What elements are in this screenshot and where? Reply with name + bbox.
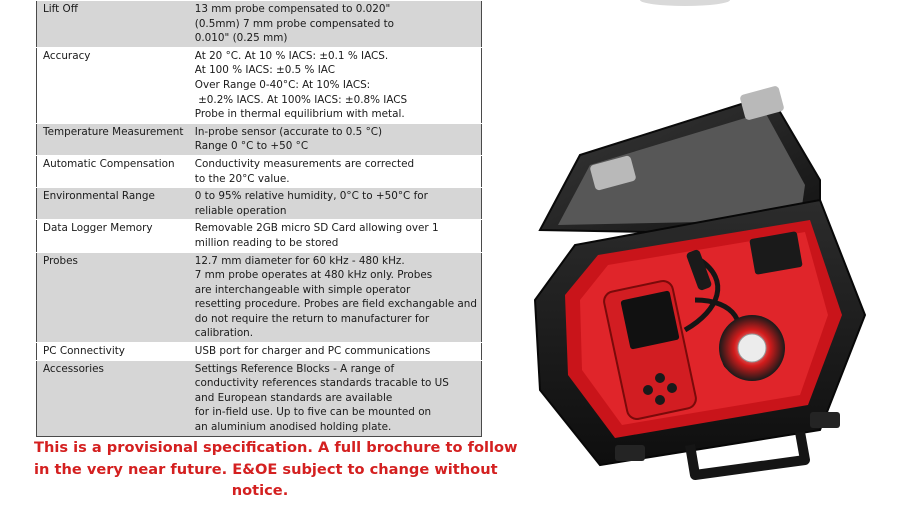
- spec-row: [37, 360, 482, 436]
- specification-table: [36, 0, 482, 437]
- spec-label: PC Connectivity: [37, 343, 189, 361]
- spec-value-line: Removable 2GB micro SD Card allowing over 1: [194, 222, 439, 235]
- notice-line-1: This is a provisional specification. A full brochure to follow: [34, 439, 518, 456]
- spec-value-line: 13 mm probe compensated to 0.020": [194, 3, 391, 15]
- spec-label: Accessories: [37, 360, 189, 436]
- spec-value-line: At 20 °C. At 10 % IACS: ±0.1 % IACS.: [194, 49, 389, 62]
- spec-value-line: reliable operation: [194, 204, 287, 217]
- spec-value-line: USB port for charger and PC communications: [194, 345, 431, 358]
- spec-value: [189, 252, 482, 343]
- spec-value-line: resetting procedure. Probes are field exchangable and: [194, 298, 477, 311]
- spec-row: [37, 220, 482, 252]
- provisional-notice: [34, 437, 518, 502]
- spec-value: [189, 47, 482, 123]
- spec-value-line: Settings Reference Blocks - A range of: [194, 362, 395, 375]
- product-case-image: [520, 60, 880, 490]
- spec-label: Accuracy: [37, 47, 189, 123]
- spec-value: [189, 1, 482, 48]
- spec-label: Data Logger Memory: [37, 220, 189, 252]
- notice-line-2: in the very near future. E&OE subject to change without: [34, 460, 498, 478]
- spec-value: [189, 123, 482, 155]
- spec-value-line: (0.5mm) 7 mm probe compensated to: [194, 17, 395, 30]
- spec-label: Automatic Compensation: [37, 155, 189, 187]
- spec-label: Temperature Measurement: [37, 123, 189, 155]
- spec-value: [189, 343, 482, 361]
- spec-row: [37, 47, 482, 123]
- spec-value-line: do not require the return to manufacturer for: [194, 312, 430, 325]
- spec-value-line: Probe in thermal equilibrium with metal.: [194, 108, 405, 121]
- spec-value-line: and European standards are available: [194, 391, 393, 404]
- spec-value-line: 12.7 mm diameter for 60 kHz - 480 kHz.: [194, 254, 405, 267]
- spec-value-line: In-probe sensor (accurate to 0.5 °C): [194, 125, 383, 138]
- spec-row: [37, 252, 482, 343]
- spec-label: Environmental Range: [37, 188, 189, 220]
- spec-label: Lift Off: [37, 1, 189, 48]
- spec-value-line: calibration.: [194, 327, 254, 340]
- spec-row: [37, 188, 482, 220]
- spec-value-line: ±0.2% IACS. At 100% IACS: ±0.8% IACS: [194, 93, 408, 106]
- spec-value-line: million reading to be stored: [194, 236, 339, 249]
- spec-value: [189, 188, 482, 220]
- spec-row: [37, 155, 482, 187]
- spec-row: [37, 343, 482, 361]
- spec-value-line: 0.010" (0.25 mm): [194, 32, 288, 45]
- spec-row: [37, 123, 482, 155]
- spec-value-line: an aluminium anodised holding plate.: [194, 421, 392, 434]
- notice-line-3: notice.: [231, 482, 289, 499]
- spec-value-line: At 100 % IACS: ±0.5 % IAC: [194, 64, 335, 77]
- spec-value: [189, 220, 482, 252]
- spec-value-line: Over Range 0-40°C: At 10% IACS:: [194, 78, 371, 91]
- spec-value-line: conductivity references standards tracable to US: [194, 377, 449, 390]
- spec-value-line: to the 20°C value.: [194, 172, 290, 185]
- spec-value: [189, 155, 482, 187]
- spec-row: [37, 1, 482, 48]
- spec-value-line: are interchangeable with simple operator: [194, 283, 411, 296]
- spec-value: [189, 360, 482, 436]
- spec-label: Probes: [37, 252, 189, 343]
- spec-value-line: Range 0 °C to +50 °C: [194, 140, 309, 153]
- page-shadow: [640, 0, 730, 8]
- spec-value-line: 0 to 95% relative humidity, 0°C to +50°C for: [194, 190, 428, 203]
- spec-value-line: for in-field use. Up to five can be mounted on: [194, 406, 432, 419]
- spec-value-line: 7 mm probe operates at 480 kHz only. Probes: [194, 269, 433, 282]
- spec-value-line: Conductivity measurements are corrected: [194, 157, 415, 170]
